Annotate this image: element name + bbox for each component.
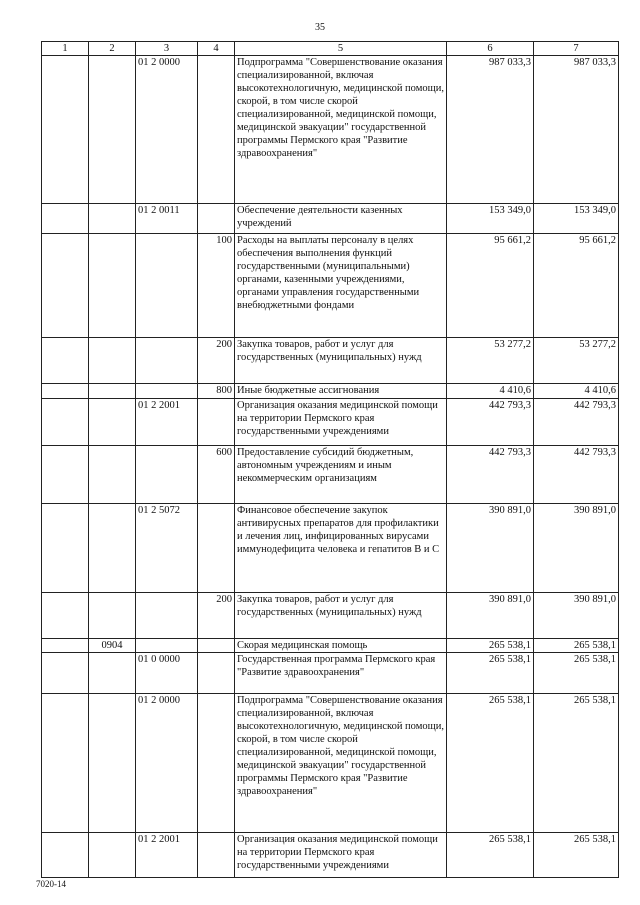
amount-col7: 95 661,2 — [534, 234, 619, 338]
subsection-code — [89, 694, 136, 833]
amount-col7: 390 891,0 — [534, 504, 619, 593]
table-row — [42, 446, 619, 504]
expense-type-code: 200 — [198, 593, 235, 639]
footer-code: 7020-14 — [36, 879, 66, 889]
amount-col7: 153 349,0 — [534, 204, 619, 234]
item-name: Иные бюджетные ассигнования — [235, 384, 447, 399]
amount-col7: 53 277,2 — [534, 338, 619, 384]
item-name: Подпрограмма "Совершенствование оказания специализированной, включая высокотехнологичную, медицинской помощи, скорой, в том числе скорой специализированной, медицинской помощи, медицинской эвакуации" государственной программы Пермского края "Развитие здравоохранения" — [235, 694, 447, 833]
target-article-code — [136, 338, 198, 384]
expense-type-code — [198, 653, 235, 694]
item-name: Государственная программа Пермского края "Развитие здравоохранения" — [235, 653, 447, 694]
expense-type-code: 800 — [198, 384, 235, 399]
amount-col6: 4 410,6 — [447, 384, 534, 399]
section-code — [42, 56, 89, 204]
target-article-code — [136, 593, 198, 639]
amount-col6: 442 793,3 — [447, 399, 534, 446]
table-row — [42, 338, 619, 384]
table-row — [42, 234, 619, 338]
amount-col7: 442 793,3 — [534, 446, 619, 504]
expense-type-code: 600 — [198, 446, 235, 504]
table-row — [42, 639, 619, 653]
subsection-code — [89, 653, 136, 694]
amount-col7: 265 538,1 — [534, 639, 619, 653]
subsection-code — [89, 56, 136, 204]
expense-type-code: 100 — [198, 234, 235, 338]
page-number: 35 — [315, 22, 325, 33]
item-name: Обеспечение деятельности казенных учреждений — [235, 204, 447, 234]
subsection-code — [89, 384, 136, 399]
section-code — [42, 338, 89, 384]
item-name: Финансовое обеспечение закупок антивирусных препаратов для профилактики и лечения лиц, инфицированных вирусами иммунодефицита человека и гепатитов В и С — [235, 504, 447, 593]
column-header: 2 — [89, 42, 136, 56]
table-row — [42, 399, 619, 446]
subsection-code — [89, 446, 136, 504]
amount-col6: 987 033,3 — [447, 56, 534, 204]
target-article-code — [136, 384, 198, 399]
column-header: 6 — [447, 42, 534, 56]
amount-col7: 987 033,3 — [534, 56, 619, 204]
table-row — [42, 504, 619, 593]
table-row — [42, 653, 619, 694]
subsection-code — [89, 504, 136, 593]
column-header: 5 — [235, 42, 447, 56]
amount-col6: 390 891,0 — [447, 504, 534, 593]
expense-type-code — [198, 399, 235, 446]
column-header: 3 — [136, 42, 198, 56]
table-row — [42, 593, 619, 639]
target-article-code: 01 0 0000 — [136, 653, 198, 694]
amount-col6: 265 538,1 — [447, 653, 534, 694]
target-article-code — [136, 234, 198, 338]
expense-type-code — [198, 204, 235, 234]
amount-col7: 265 538,1 — [534, 694, 619, 833]
subsection-code: 0904 — [89, 639, 136, 653]
target-article-code: 01 2 0011 — [136, 204, 198, 234]
amount-col6: 265 538,1 — [447, 694, 534, 833]
table-row — [42, 204, 619, 234]
target-article-code: 01 2 2001 — [136, 833, 198, 878]
section-code — [42, 593, 89, 639]
section-code — [42, 504, 89, 593]
amount-col6: 95 661,2 — [447, 234, 534, 338]
target-article-code: 01 2 2001 — [136, 399, 198, 446]
amount-col7: 265 538,1 — [534, 833, 619, 878]
item-name: Организация оказания медицинской помощи на территории Пермского края государственными учреждениями — [235, 399, 447, 446]
item-name: Организация оказания медицинской помощи на территории Пермского края государственными учреждениями — [235, 833, 447, 878]
expense-type-code: 200 — [198, 338, 235, 384]
table-row — [42, 833, 619, 878]
subsection-code — [89, 338, 136, 384]
budget-table — [41, 41, 619, 878]
subsection-code — [89, 833, 136, 878]
amount-col6: 390 891,0 — [447, 593, 534, 639]
subsection-code — [89, 593, 136, 639]
expense-type-code — [198, 639, 235, 653]
item-name: Закупка товаров, работ и услуг для государственных (муниципальных) нужд — [235, 593, 447, 639]
target-article-code: 01 2 5072 — [136, 504, 198, 593]
item-name: Скорая медицинская помощь — [235, 639, 447, 653]
section-code — [42, 639, 89, 653]
amount-col6: 265 538,1 — [447, 639, 534, 653]
column-header: 4 — [198, 42, 235, 56]
amount-col6: 442 793,3 — [447, 446, 534, 504]
section-code — [42, 399, 89, 446]
section-code — [42, 234, 89, 338]
expense-type-code — [198, 694, 235, 833]
column-header-row — [42, 42, 619, 56]
amount-col7: 442 793,3 — [534, 399, 619, 446]
section-code — [42, 833, 89, 878]
target-article-code: 01 2 0000 — [136, 694, 198, 833]
table-row — [42, 694, 619, 833]
target-article-code: 01 2 0000 — [136, 56, 198, 204]
expense-type-code — [198, 504, 235, 593]
amount-col7: 4 410,6 — [534, 384, 619, 399]
item-name: Расходы на выплаты персоналу в целях обеспечения выполнения функций государственными (муниципальными) органами, казенными учреждениями, органами управления государственными внебюджетными фондами — [235, 234, 447, 338]
section-code — [42, 446, 89, 504]
expense-type-code — [198, 56, 235, 204]
section-code — [42, 653, 89, 694]
item-name: Закупка товаров, работ и услуг для государственных (муниципальных) нужд — [235, 338, 447, 384]
amount-col7: 390 891,0 — [534, 593, 619, 639]
section-code — [42, 204, 89, 234]
item-name: Подпрограмма "Совершенствование оказания специализированной, включая высокотехнологичную, медицинской помощи, скорой, в том числе скорой специализированной, медицинской помощи, медицинской эвакуации" государственной программы Пермского края "Развитие здравоохранения" — [235, 56, 447, 204]
subsection-code — [89, 234, 136, 338]
amount-col6: 153 349,0 — [447, 204, 534, 234]
section-code — [42, 694, 89, 833]
amount-col6: 53 277,2 — [447, 338, 534, 384]
subsection-code — [89, 399, 136, 446]
section-code — [42, 384, 89, 399]
item-name: Предоставление субсидий бюджетным, автономным учреждениям и иным некоммерческим организациям — [235, 446, 447, 504]
table-row — [42, 56, 619, 204]
amount-col7: 265 538,1 — [534, 653, 619, 694]
target-article-code — [136, 639, 198, 653]
column-header: 1 — [42, 42, 89, 56]
expense-type-code — [198, 833, 235, 878]
column-header: 7 — [534, 42, 619, 56]
amount-col6: 265 538,1 — [447, 833, 534, 878]
target-article-code — [136, 446, 198, 504]
table-row — [42, 384, 619, 399]
subsection-code — [89, 204, 136, 234]
